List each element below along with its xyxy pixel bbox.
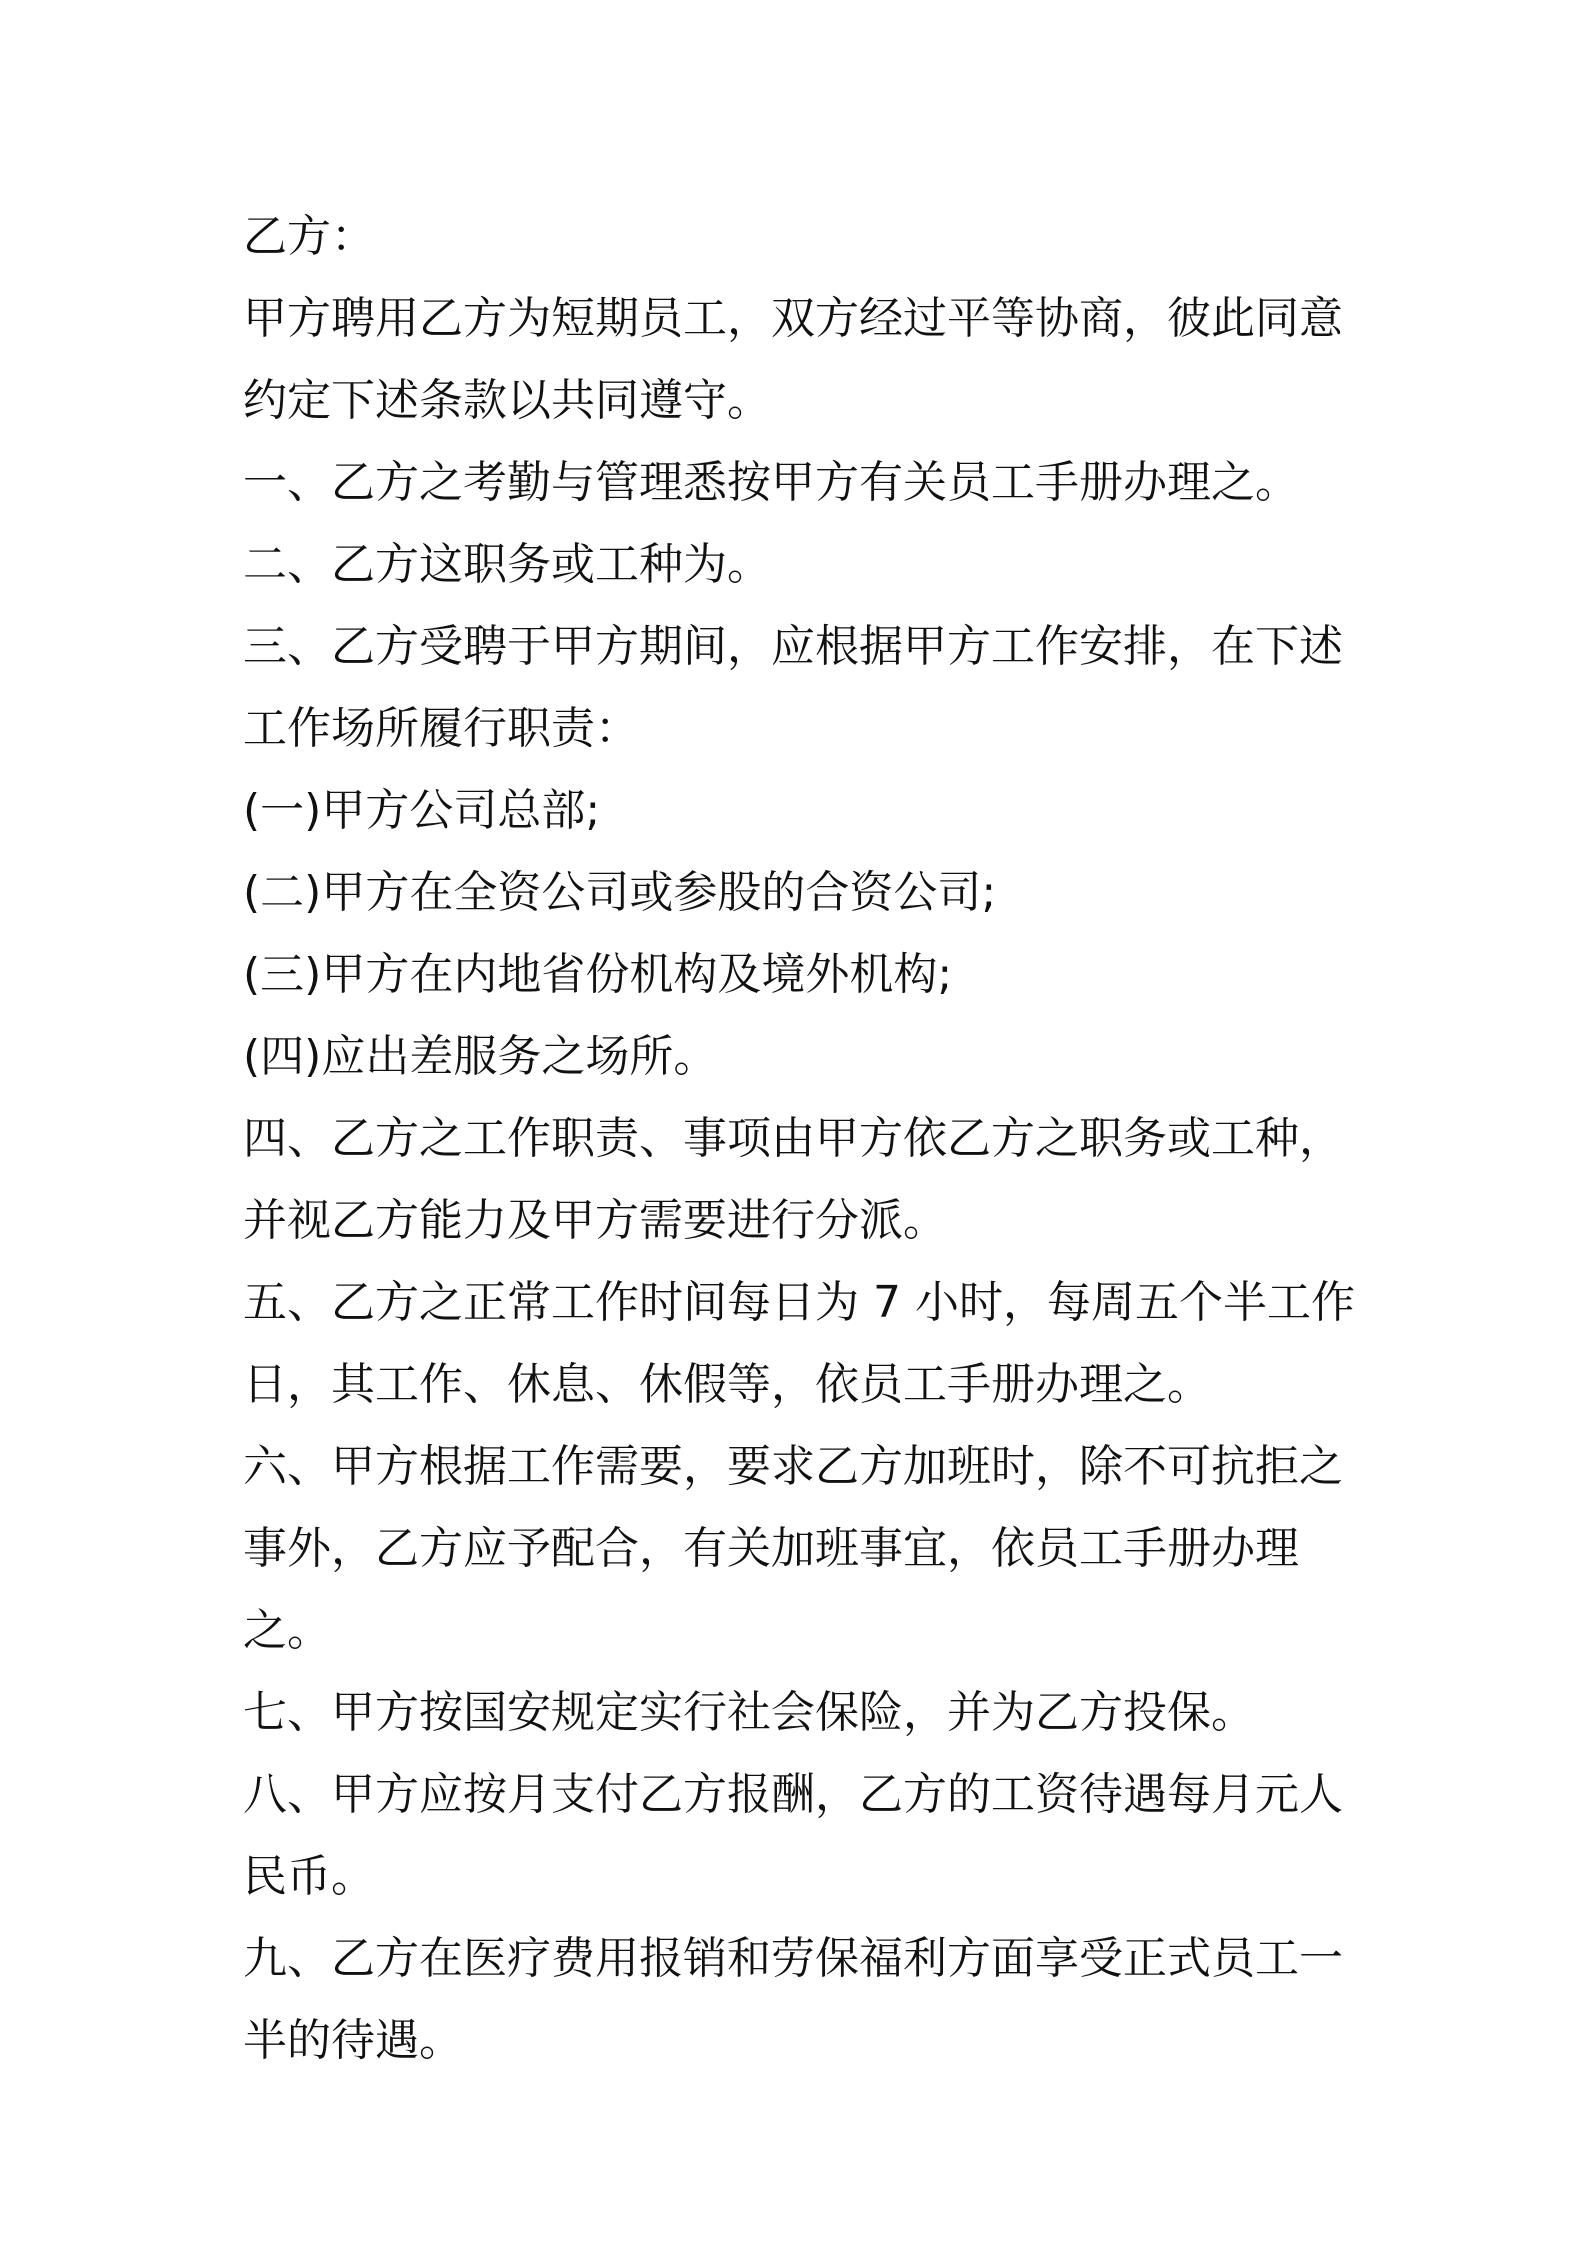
clause-1: 一、乙方之考勤与管理悉按甲方有关员工手册办理之。 — [243, 457, 1299, 508]
document-body — [243, 196, 1363, 2082]
clause-4: 四、乙方之工作职责、事项由甲方依乙方之职务或工种，并视乙方能力及甲方需要进行分派。 — [243, 1113, 1343, 1246]
clause-3: 三、乙方受聘于甲方期间，应根据甲方工作安排，在下述工作场所履行职责： — [243, 621, 1343, 754]
clause-3-item-2: (二)甲方在全资公司或参股的合资公司; — [243, 867, 997, 918]
clause-3-item-4: (四)应出差服务之场所。 — [243, 1031, 718, 1082]
clause-7: 七、甲方按国安规定实行社会保险，并为乙方投保。 — [243, 1687, 1255, 1738]
clause-9: 九、乙方在医疗费用报销和劳保福利方面享受正式员工一半的待遇。 — [243, 1933, 1343, 2066]
preamble-paragraph: 甲方聘用乙方为短期员工，双方经过平等协商，彼此同意约定下述条款以共同遵守。 — [243, 293, 1343, 426]
clause-3-item-1: (一)甲方公司总部; — [243, 785, 601, 836]
clause-2: 二、乙方这职务或工种为。 — [243, 539, 771, 590]
clause-6: 六、甲方根据工作需要，要求乙方加班时，除不可抗拒之事外，乙方应予配合，有关加班事宜，依员工手册办理之。 — [243, 1441, 1343, 1656]
party-b-label: 乙方： — [243, 211, 375, 262]
clause-3-item-3: (三)甲方在内地省份机构及境外机构; — [243, 949, 953, 1000]
clause-5: 五、乙方之正常工作时间每日为 7 小时，每周五个半工作日，其工作、休息、休假等，依员工手册办理之。 — [243, 1277, 1355, 1410]
clause-8: 八、甲方应按月支付乙方报酬，乙方的工资待遇每月元人民币。 — [243, 1769, 1343, 1902]
